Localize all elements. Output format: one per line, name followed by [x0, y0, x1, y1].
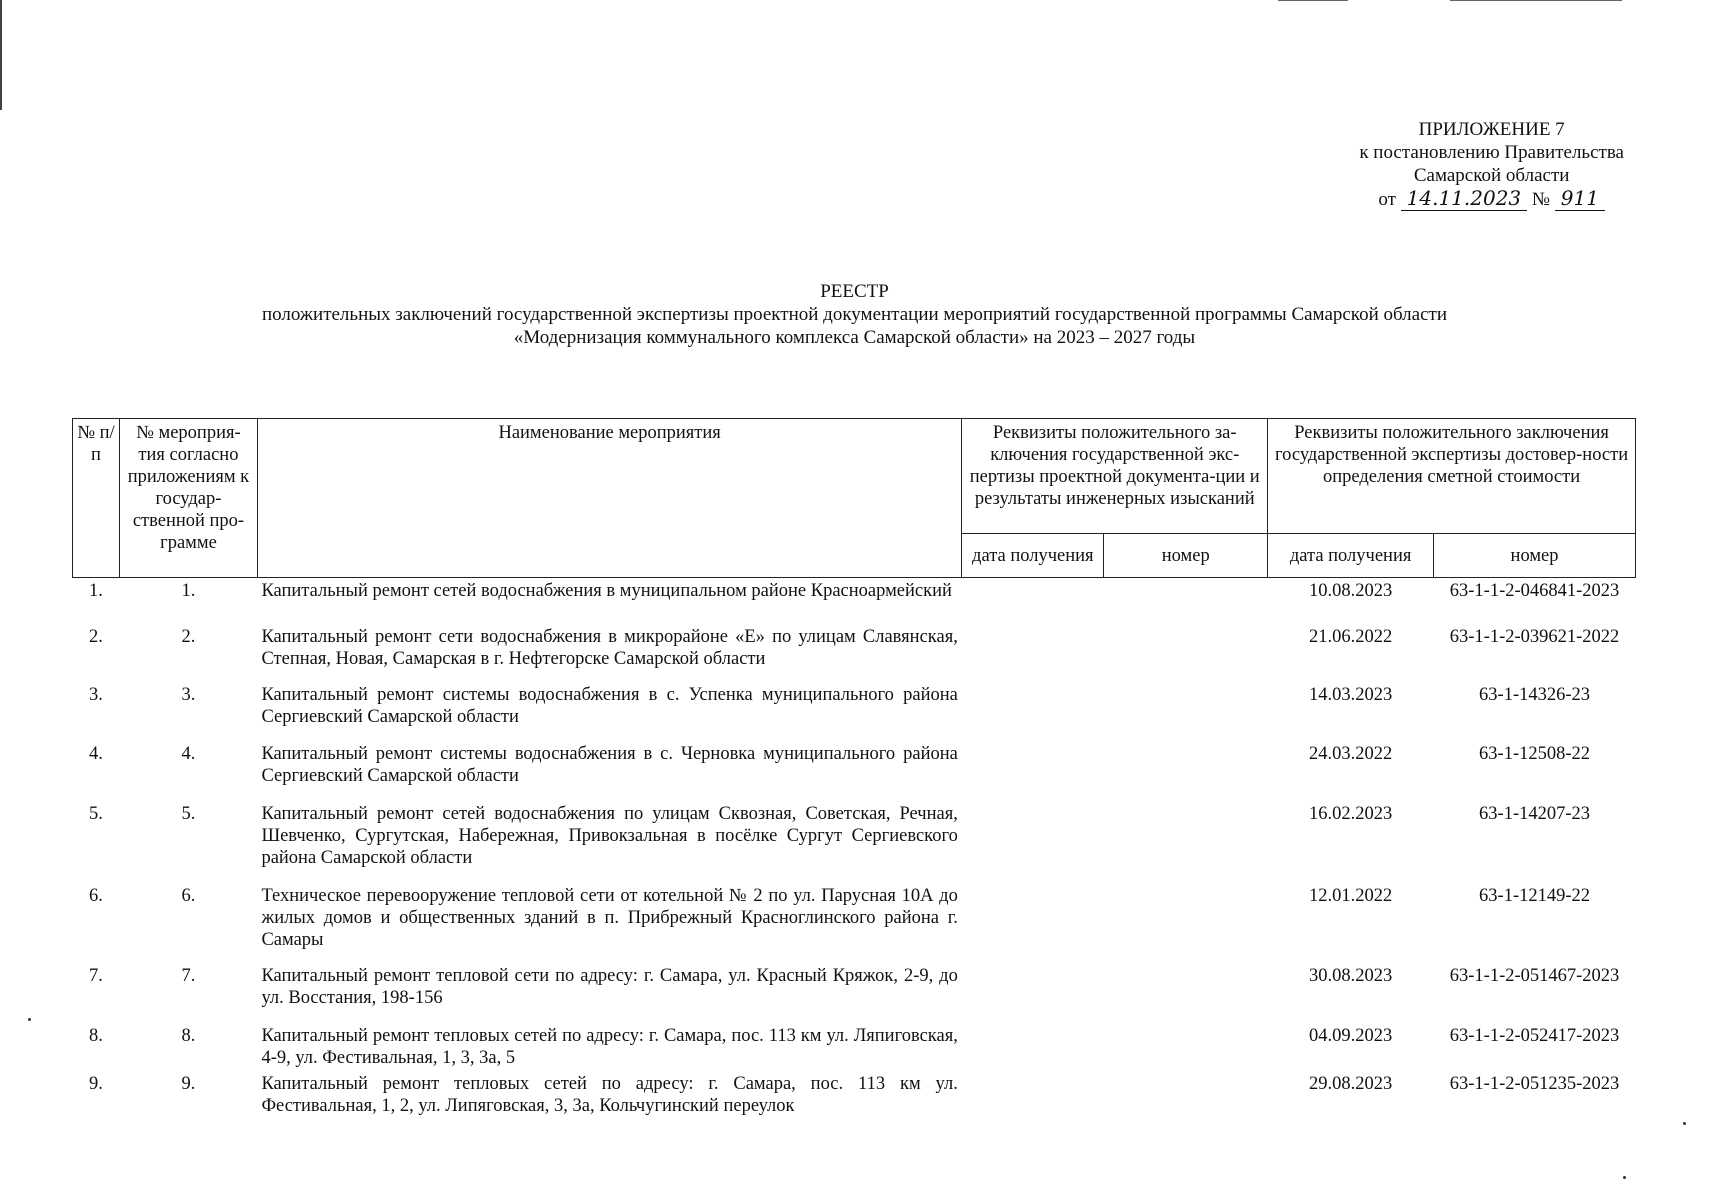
scan-speck [1623, 1176, 1626, 1179]
cell-name: Капитальный ремонт сети водоснабжения в микрорайоне «Е» по улицам Славянская, Степная, Новая, Самарская в г. Нефтегорске Самарской области [261, 626, 958, 669]
cell-cost-number: 63-1-14207-23 [1479, 803, 1591, 824]
cell-design-number [1104, 624, 1268, 682]
cell-design-date [962, 883, 1104, 963]
table-row [73, 741, 1636, 801]
cell-design-number [1104, 1071, 1268, 1119]
cell-cost-number: 63-1-1-2-051235-2023 [1449, 1073, 1620, 1094]
cell-cost-number: 63-1-1-2-046841-2023 [1449, 581, 1620, 601]
annex-line-2: Самарской области [1413, 165, 1570, 186]
scan-edge-line [0, 0, 2, 110]
cell-name: Капитальный ремонт тепловых сетей по адресу: г. Самара, пос. 113 км ул. Ляпиговская, 4-9, ул. Фестивальная, 1, 3, 3а, 5 [261, 1025, 958, 1068]
cell-no: 5. [89, 803, 103, 824]
cell-cost-date: 12.01.2022 [1308, 885, 1393, 906]
heading-line-2: положительных заключений государственной экспертизы проектной документации мероприятий государственной программы Самарской области [261, 304, 1448, 325]
table-row [73, 624, 1636, 682]
cell-design-date [962, 682, 1104, 741]
header-cost-expertise: Реквизиты положительного заключения государственной экспертизы достовер-ности определения сметной стоимости [1268, 419, 1636, 534]
cell-event-no: 6. [181, 885, 196, 906]
cell-event-no: 4. [181, 743, 196, 764]
cell-event-no: 9. [181, 1073, 196, 1094]
cell-design-date [962, 1023, 1104, 1071]
cell-cost-number: 63-1-14326-23 [1479, 684, 1591, 705]
header-name: Наименование мероприятия [257, 419, 961, 578]
cell-cost-number: 63-1-1-2-052417-2023 [1449, 1025, 1620, 1046]
cell-event-no: 8. [181, 1025, 196, 1046]
cell-cost-date: 24.03.2022 [1308, 743, 1393, 764]
header-design-number: номер [1104, 534, 1268, 578]
table-row [73, 963, 1636, 1023]
header-no: № п/п [73, 419, 120, 578]
annex-number-label: № [1531, 189, 1551, 210]
table-row [73, 883, 1636, 963]
cell-name: Капитальный ремонт системы водоснабжения в с. Черновка муниципального района Сергиевский Самарской области [261, 743, 958, 786]
heading-line-3: «Модернизация коммунального комплекса Самарской области» на 2023 – 2027 годы [513, 327, 1196, 348]
scan-top-mark [1450, 0, 1622, 1]
header-cost-number: номер [1434, 534, 1636, 578]
cell-design-number [1104, 682, 1268, 741]
cell-cost-date: 29.08.2023 [1308, 1073, 1393, 1094]
header-cost-date: дата получения [1268, 534, 1434, 578]
cell-cost-number: 63-1-1-2-039621-2022 [1449, 626, 1620, 647]
cell-design-number [1104, 883, 1268, 963]
cell-design-date [962, 801, 1104, 883]
table-row [73, 1071, 1636, 1119]
header-design-expertise: Реквизиты положительного за-ключения государственной экс-пертизы проектной документа-ции и результаты инженерных изысканий [962, 419, 1268, 534]
document-heading [0, 280, 1709, 349]
heading-line-1: РЕЕСТР [820, 281, 889, 302]
cell-no: 6. [89, 885, 103, 906]
annex-line-1: к постановлению Правительства [1359, 142, 1624, 163]
cell-design-date [962, 624, 1104, 682]
cell-cost-date: 10.08.2023 [1308, 581, 1393, 601]
cell-cost-number: 63-1-1-2-051467-2023 [1449, 965, 1620, 986]
cell-name: Капитальный ремонт системы водоснабжения в с. Успенка муниципального района Сергиевский Самарской области [261, 684, 958, 727]
cell-name: Капитальный ремонт сетей водоснабжения в муниципальном районе Красноармейский [261, 581, 952, 601]
registry-table [72, 418, 1636, 1119]
cell-event-no: 5. [181, 803, 196, 824]
table-header [73, 419, 1636, 578]
scan-speck [28, 1018, 31, 1021]
table-row [73, 1023, 1636, 1071]
annex-title: ПРИЛОЖЕНИЕ 7 [1418, 119, 1565, 140]
cell-design-number [1104, 578, 1268, 624]
table-row [73, 578, 1636, 624]
cell-name: Капитальный ремонт тепловой сети по адресу: г. Самара, ул. Красный Кряжок, 2-9, до ул. Восстания, 198-156 [261, 965, 958, 1008]
header-event-no: № мероприя-тия согласно приложениям к государ-ственной про-грамме [119, 419, 257, 578]
cell-name: Техническое перевооружение тепловой сети от котельной № 2 по ул. Парусная 10А до жилых домов и общественных зданий в п. Прибрежный Красноглинского района г. Самары [261, 885, 958, 950]
cell-design-date [962, 741, 1104, 801]
cell-design-date [962, 578, 1104, 624]
cell-cost-number: 63-1-12149-22 [1479, 885, 1591, 906]
header-design-date: дата получения [962, 534, 1104, 578]
cell-cost-date: 04.09.2023 [1308, 1025, 1393, 1046]
cell-no: 8. [89, 1025, 103, 1046]
annex-block [1359, 118, 1624, 211]
scan-top-mark [1278, 0, 1348, 1]
table-row [73, 682, 1636, 741]
cell-name: Капитальный ремонт тепловых сетей по адресу: г. Самара, пос. 113 км ул. Фестивальная, 1, 2, ул. Липяговская, 3, 3а, Кольчугинский переулок [261, 1073, 958, 1116]
annex-date-line [1359, 187, 1624, 211]
cell-design-number [1104, 801, 1268, 883]
cell-design-number [1104, 1023, 1268, 1071]
table-body [73, 578, 1636, 1119]
cell-no: 7. [89, 965, 103, 986]
cell-design-date [962, 963, 1104, 1023]
cell-no: 3. [89, 684, 103, 705]
cell-name: Капитальный ремонт сетей водоснабжения по улицам Сквозная, Советская, Речная, Шевченко, Сургутская, Набережная, Привокзальная в посёлке Сургут Сергиевского района Самарской области [261, 803, 958, 868]
cell-cost-date: 14.03.2023 [1308, 684, 1393, 705]
cell-event-no: 2. [181, 626, 196, 647]
cell-no: 2. [89, 626, 103, 647]
cell-no: 1. [89, 581, 103, 601]
table-row [73, 801, 1636, 883]
cell-design-number [1104, 963, 1268, 1023]
cell-no: 9. [89, 1073, 103, 1094]
cell-event-no: 1. [181, 581, 196, 601]
annex-from-label: от [1378, 189, 1396, 210]
cell-cost-number: 63-1-12508-22 [1479, 743, 1591, 764]
annex-date: 14.11.2023 [1401, 186, 1528, 211]
annex-number: 911 [1555, 186, 1605, 211]
cell-event-no: 3. [181, 684, 196, 705]
cell-cost-date: 30.08.2023 [1308, 965, 1393, 986]
cell-event-no: 7. [181, 965, 196, 986]
cell-design-date [962, 1071, 1104, 1119]
scan-speck [1683, 1122, 1686, 1125]
cell-cost-date: 16.02.2023 [1308, 803, 1393, 824]
cell-cost-date: 21.06.2022 [1308, 626, 1393, 647]
cell-no: 4. [89, 743, 103, 764]
cell-design-number [1104, 741, 1268, 801]
